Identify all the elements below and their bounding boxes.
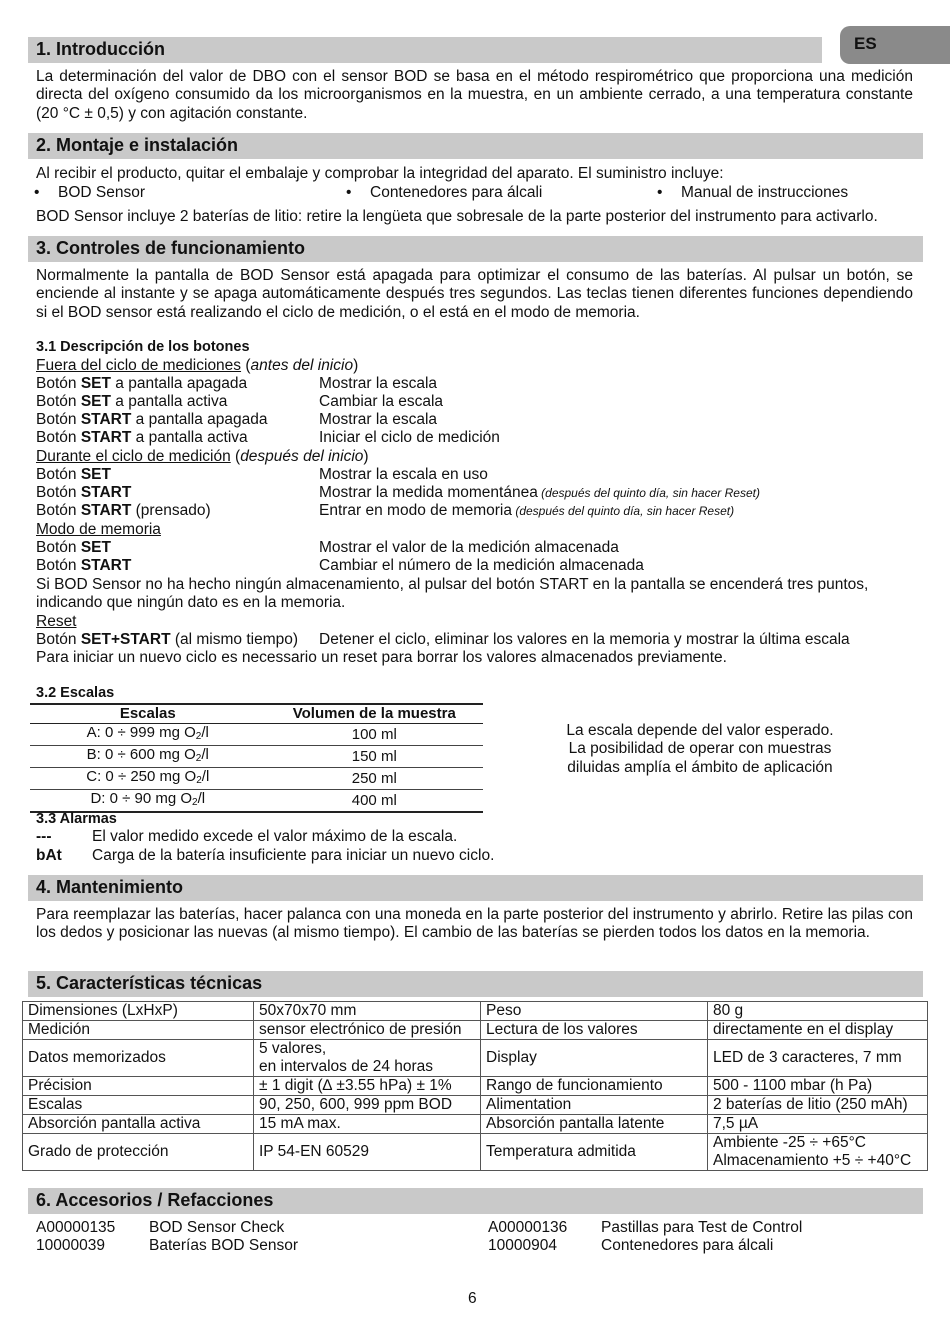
paren-open: ( (241, 357, 251, 374)
button-action-text: Mostrar la escala en uso (319, 466, 488, 483)
button-row (36, 393, 227, 411)
spec-value: directamente en el display (708, 1021, 928, 1040)
button-action: Cambiar el número de la medición almacenada (319, 557, 644, 574)
button-action (319, 466, 488, 484)
table-row (30, 768, 483, 790)
spec-value: 500 - 1100 mbar (h Pa) (708, 1077, 928, 1096)
paren-close: ) (363, 448, 369, 465)
accessory-code: A00000136 (488, 1219, 568, 1236)
table-row (23, 1096, 928, 1115)
scale-volume: 250 ml (266, 768, 483, 790)
button-row (36, 502, 211, 520)
button-key: SET+START (80, 631, 171, 648)
volume-col-header: Volumen de la muestra (266, 704, 483, 724)
scales-subheading: 3.2 Escalas (36, 685, 115, 701)
reset-heading: Reset (36, 613, 77, 630)
spec-label: Peso (481, 1002, 708, 1021)
table-row (30, 746, 483, 768)
section-6-header (28, 1188, 923, 1214)
battery-paragraph: BOD Sensor incluye 2 baterías de litio: retire la lengüeta que sobresale de la parte posterior del instrumento para activarlo. (36, 208, 878, 225)
button-word: Botón (36, 375, 77, 392)
scale-range: C: 0 ÷ 250 mg $O_2/l$ (30, 768, 266, 790)
spec-label: Escalas (23, 1096, 254, 1115)
accessory-name: BOD Sensor Check (149, 1219, 285, 1236)
table-row (30, 790, 483, 813)
button-action: Cambiar la escala (319, 393, 444, 410)
section-2-header (28, 133, 923, 159)
scales-header-row (30, 704, 483, 724)
table-row (23, 1040, 928, 1077)
alarm-code: bAt (36, 847, 62, 864)
accessory-code: 10000039 (36, 1237, 105, 1254)
paren-open: ( (230, 448, 241, 465)
button-key: SET (80, 393, 111, 410)
alarms-subheading: 3.3 Alarmas (36, 811, 117, 827)
button-key: SET (80, 375, 111, 392)
button-word: Botón (36, 631, 77, 648)
section-3-title: 3. Controles de funcionamiento (36, 238, 306, 258)
button-key: START (80, 429, 132, 446)
section-5-title: 5. Características técnicas (36, 973, 263, 993)
button-condition: (prensado) (131, 502, 211, 519)
reset-note: Para iniciar un nuevo ciclo es necessario un reset para borrar los valores almacenados previamente. (36, 649, 727, 666)
button-word: Botón (36, 411, 77, 428)
button-action: Iniciar el ciclo de medición (319, 429, 500, 446)
spec-value: 5 valores, en intervalos de 24 horas (254, 1040, 481, 1077)
section-5-header (28, 971, 923, 997)
button-action: Mostrar la escala (319, 411, 438, 428)
button-word: Botón (36, 429, 77, 446)
scale-note-line: La posibilidad de operar con muestras (568, 740, 832, 758)
spec-value: 2 baterías de litio (250 mAh) (708, 1096, 928, 1115)
spec-value: IP 54-EN 60529 (254, 1134, 481, 1171)
spec-label: Datos memorizados (23, 1040, 254, 1077)
button-action (319, 484, 760, 502)
spec-value: 80 g (708, 1002, 928, 1021)
maintenance-paragraph: Para reemplazar las baterías, hacer palanca con una moneda en la parte posterior del instrumento y abrirlo. Retire las pilas con los dedos y posicionar las nuevas (al mismo tiempo). El cambio de las baterías se pierden todos los datos en la memoria. (36, 906, 913, 942)
button-row (36, 375, 247, 393)
scale-range: B: 0 ÷ 600 mg $O_2/l$ (30, 746, 266, 768)
accessory-name: Contenedores para álcali (601, 1237, 774, 1254)
button-action (319, 502, 734, 520)
spec-label: Lectura de los valores (481, 1021, 708, 1040)
supply-item: • BOD Sensor (58, 184, 145, 202)
accessory-name: Baterías BOD Sensor (149, 1237, 299, 1254)
button-condition: a pantalla apagada (110, 375, 248, 392)
button-word: Botón (36, 484, 77, 501)
supply-item: • Manual de instrucciones (681, 184, 848, 202)
section-1-title: 1. Introducción (36, 39, 166, 59)
scale-volume: 150 ml (266, 746, 483, 768)
button-row (36, 466, 111, 484)
spec-label: Absorción pantalla latente (481, 1115, 708, 1134)
spec-value: 90, 250, 600, 999 ppm BOD (254, 1096, 481, 1115)
table-row (23, 1021, 928, 1040)
table-row (23, 1115, 928, 1134)
button-word: Botón (36, 502, 77, 519)
language-label: ES (854, 34, 877, 53)
button-condition: a pantalla activa (131, 429, 248, 446)
button-key: SET (80, 466, 111, 483)
button-row (36, 411, 268, 429)
spec-value: Ambiente -25 ÷ +65°C Almacenamiento +5 ÷ +40°C (708, 1134, 928, 1171)
button-action: Mostrar el valor de la medición almacenada (319, 539, 619, 556)
button-key: START (80, 502, 132, 519)
button-key: SET (80, 539, 111, 556)
before-start-label: Fuera del ciclo de mediciones (36, 357, 242, 374)
during-cycle-heading (36, 448, 369, 466)
scale-range: D: 0 ÷ 90 mg $O_2/l$ (30, 790, 266, 813)
spec-value: 15 mA max. (254, 1115, 481, 1134)
scales-col-header: Escalas (30, 704, 266, 724)
memory-note: Si BOD Sensor no ha hecho ningún almacenamiento, al pulsar del botón START en la pantalla se encenderá tres puntos, indicando que ningún dato es en la memoria. (36, 576, 869, 612)
accessory-code: A00000135 (36, 1219, 116, 1236)
alarm-text: Carga de la batería insuficiente para iniciar un nuevo ciclo. (92, 847, 495, 864)
button-word: Botón (36, 466, 77, 483)
button-action-text: Mostrar la medida momentánea (319, 484, 538, 501)
page-number: 6 (468, 1290, 477, 1307)
table-row (30, 724, 483, 746)
assembly-paragraph: Al recibir el producto, quitar el embalaje y comprobar la integridad del aparato. El suministro incluye: (36, 165, 724, 182)
scale-note-line: La escala depende del valor esperado. (566, 722, 834, 739)
button-key: START (80, 557, 132, 574)
section-4-header (28, 875, 923, 901)
memory-mode-heading: Modo de memoria (36, 521, 161, 538)
spec-value: LED de 3 caracteres, 7 mm (708, 1040, 928, 1077)
spec-label: Rango de funcionamiento (481, 1077, 708, 1096)
button-key: START (80, 411, 132, 428)
specs-table (22, 1001, 928, 1171)
button-action: Mostrar la escala (319, 375, 438, 392)
table-row (23, 1077, 928, 1096)
section-1-header (28, 37, 822, 63)
scales-table (30, 703, 483, 813)
language-tab (840, 26, 950, 64)
supply-item: • Contenedores para álcali (370, 184, 542, 202)
button-word: Botón (36, 393, 77, 410)
spec-label: Précision (23, 1077, 254, 1096)
spec-label: Grado de protección (23, 1134, 254, 1171)
spec-label: Display (481, 1040, 708, 1077)
scale-note-line: diluidas amplía el ámbito de aplicación (567, 758, 833, 776)
accessory-name: Pastillas para Test de Control (601, 1219, 803, 1236)
spec-value: sensor electrónico de presión (254, 1021, 481, 1040)
intro-paragraph: La determinación del valor de DBO con el sensor BOD se basa en el método respirométrico que proporciona una medición directa del oxígeno consumido da los microorganismos en la muestra, en un ambiente cerrado, a una temperatura constante (20 °C ± 0,5) y con agitación constante. (36, 68, 913, 122)
section-2-title: 2. Montaje e instalación (36, 135, 239, 155)
scale-volume: 400 ml (266, 790, 483, 813)
accessory-code: 10000904 (488, 1237, 557, 1254)
scale-volume: 100 ml (266, 724, 483, 746)
button-condition: (al mismo tiempo) (170, 631, 299, 648)
spec-label: Alimentation (481, 1096, 708, 1115)
reset-action: Detener el ciclo, eliminar los valores en la memoria y mostrar la última escala (319, 631, 850, 648)
scale-range: A: 0 ÷ 999 mg $O_2/l$ (30, 724, 266, 746)
scale-note (520, 722, 880, 777)
alarm-code: --- (36, 828, 52, 845)
button-action-note: (después del quinto día, sin hacer Reset) (511, 504, 735, 518)
paren-close: ) (353, 357, 359, 374)
before-start-heading (36, 357, 358, 375)
spec-value: ± 1 digit (∆ ±3.55 hPa) ± 1% (254, 1077, 481, 1096)
table-row (23, 1002, 928, 1021)
button-row (36, 484, 131, 502)
button-action-text: Entrar en modo de memoria (319, 502, 512, 519)
section-4-title: 4. Mantenimiento (36, 877, 184, 897)
button-condition: a pantalla activa (110, 393, 228, 410)
spec-label: Medición (23, 1021, 254, 1040)
button-key: START (80, 484, 132, 501)
controls-paragraph: Normalmente la pantalla de BOD Sensor está apagada para optimizar el consumo de las baterías. Al pulsar un botón, se enciende al instante y se apaga automáticamente después tres segundos. Las teclas tienen diferentes funciones dependiendo si el BOD sensor está realizando el ciclo de medición, o el está en el modo de memoria. (36, 267, 913, 321)
during-cycle-note: después del inicio (240, 448, 364, 465)
button-condition: a pantalla apagada (131, 411, 268, 428)
button-word: Botón (36, 557, 77, 574)
button-row (36, 429, 248, 447)
button-row (36, 557, 131, 575)
spec-label: Temperatura admitida (481, 1134, 708, 1171)
section-3-header (28, 236, 923, 262)
spec-value: 7,5 µA (708, 1115, 928, 1134)
spec-value: 50x70x70 mm (254, 1002, 481, 1021)
during-cycle-label: Durante el ciclo de medición (36, 448, 231, 465)
button-row (36, 539, 111, 557)
button-word: Botón (36, 539, 77, 556)
spec-label: Dimensiones (LxHxP) (23, 1002, 254, 1021)
before-start-note: antes del inicio (250, 357, 354, 374)
table-row (23, 1134, 928, 1171)
button-action-note: (después del quinto día, sin hacer Reset) (537, 486, 760, 500)
section-6-title: 6. Accesorios / Refacciones (36, 1190, 274, 1210)
buttons-subheading: 3.1 Descripción de los botones (36, 339, 250, 355)
alarm-text: El valor medido excede el valor máximo de la escala. (92, 828, 458, 845)
spec-label: Absorción pantalla activa (23, 1115, 254, 1134)
reset-row (36, 631, 298, 649)
